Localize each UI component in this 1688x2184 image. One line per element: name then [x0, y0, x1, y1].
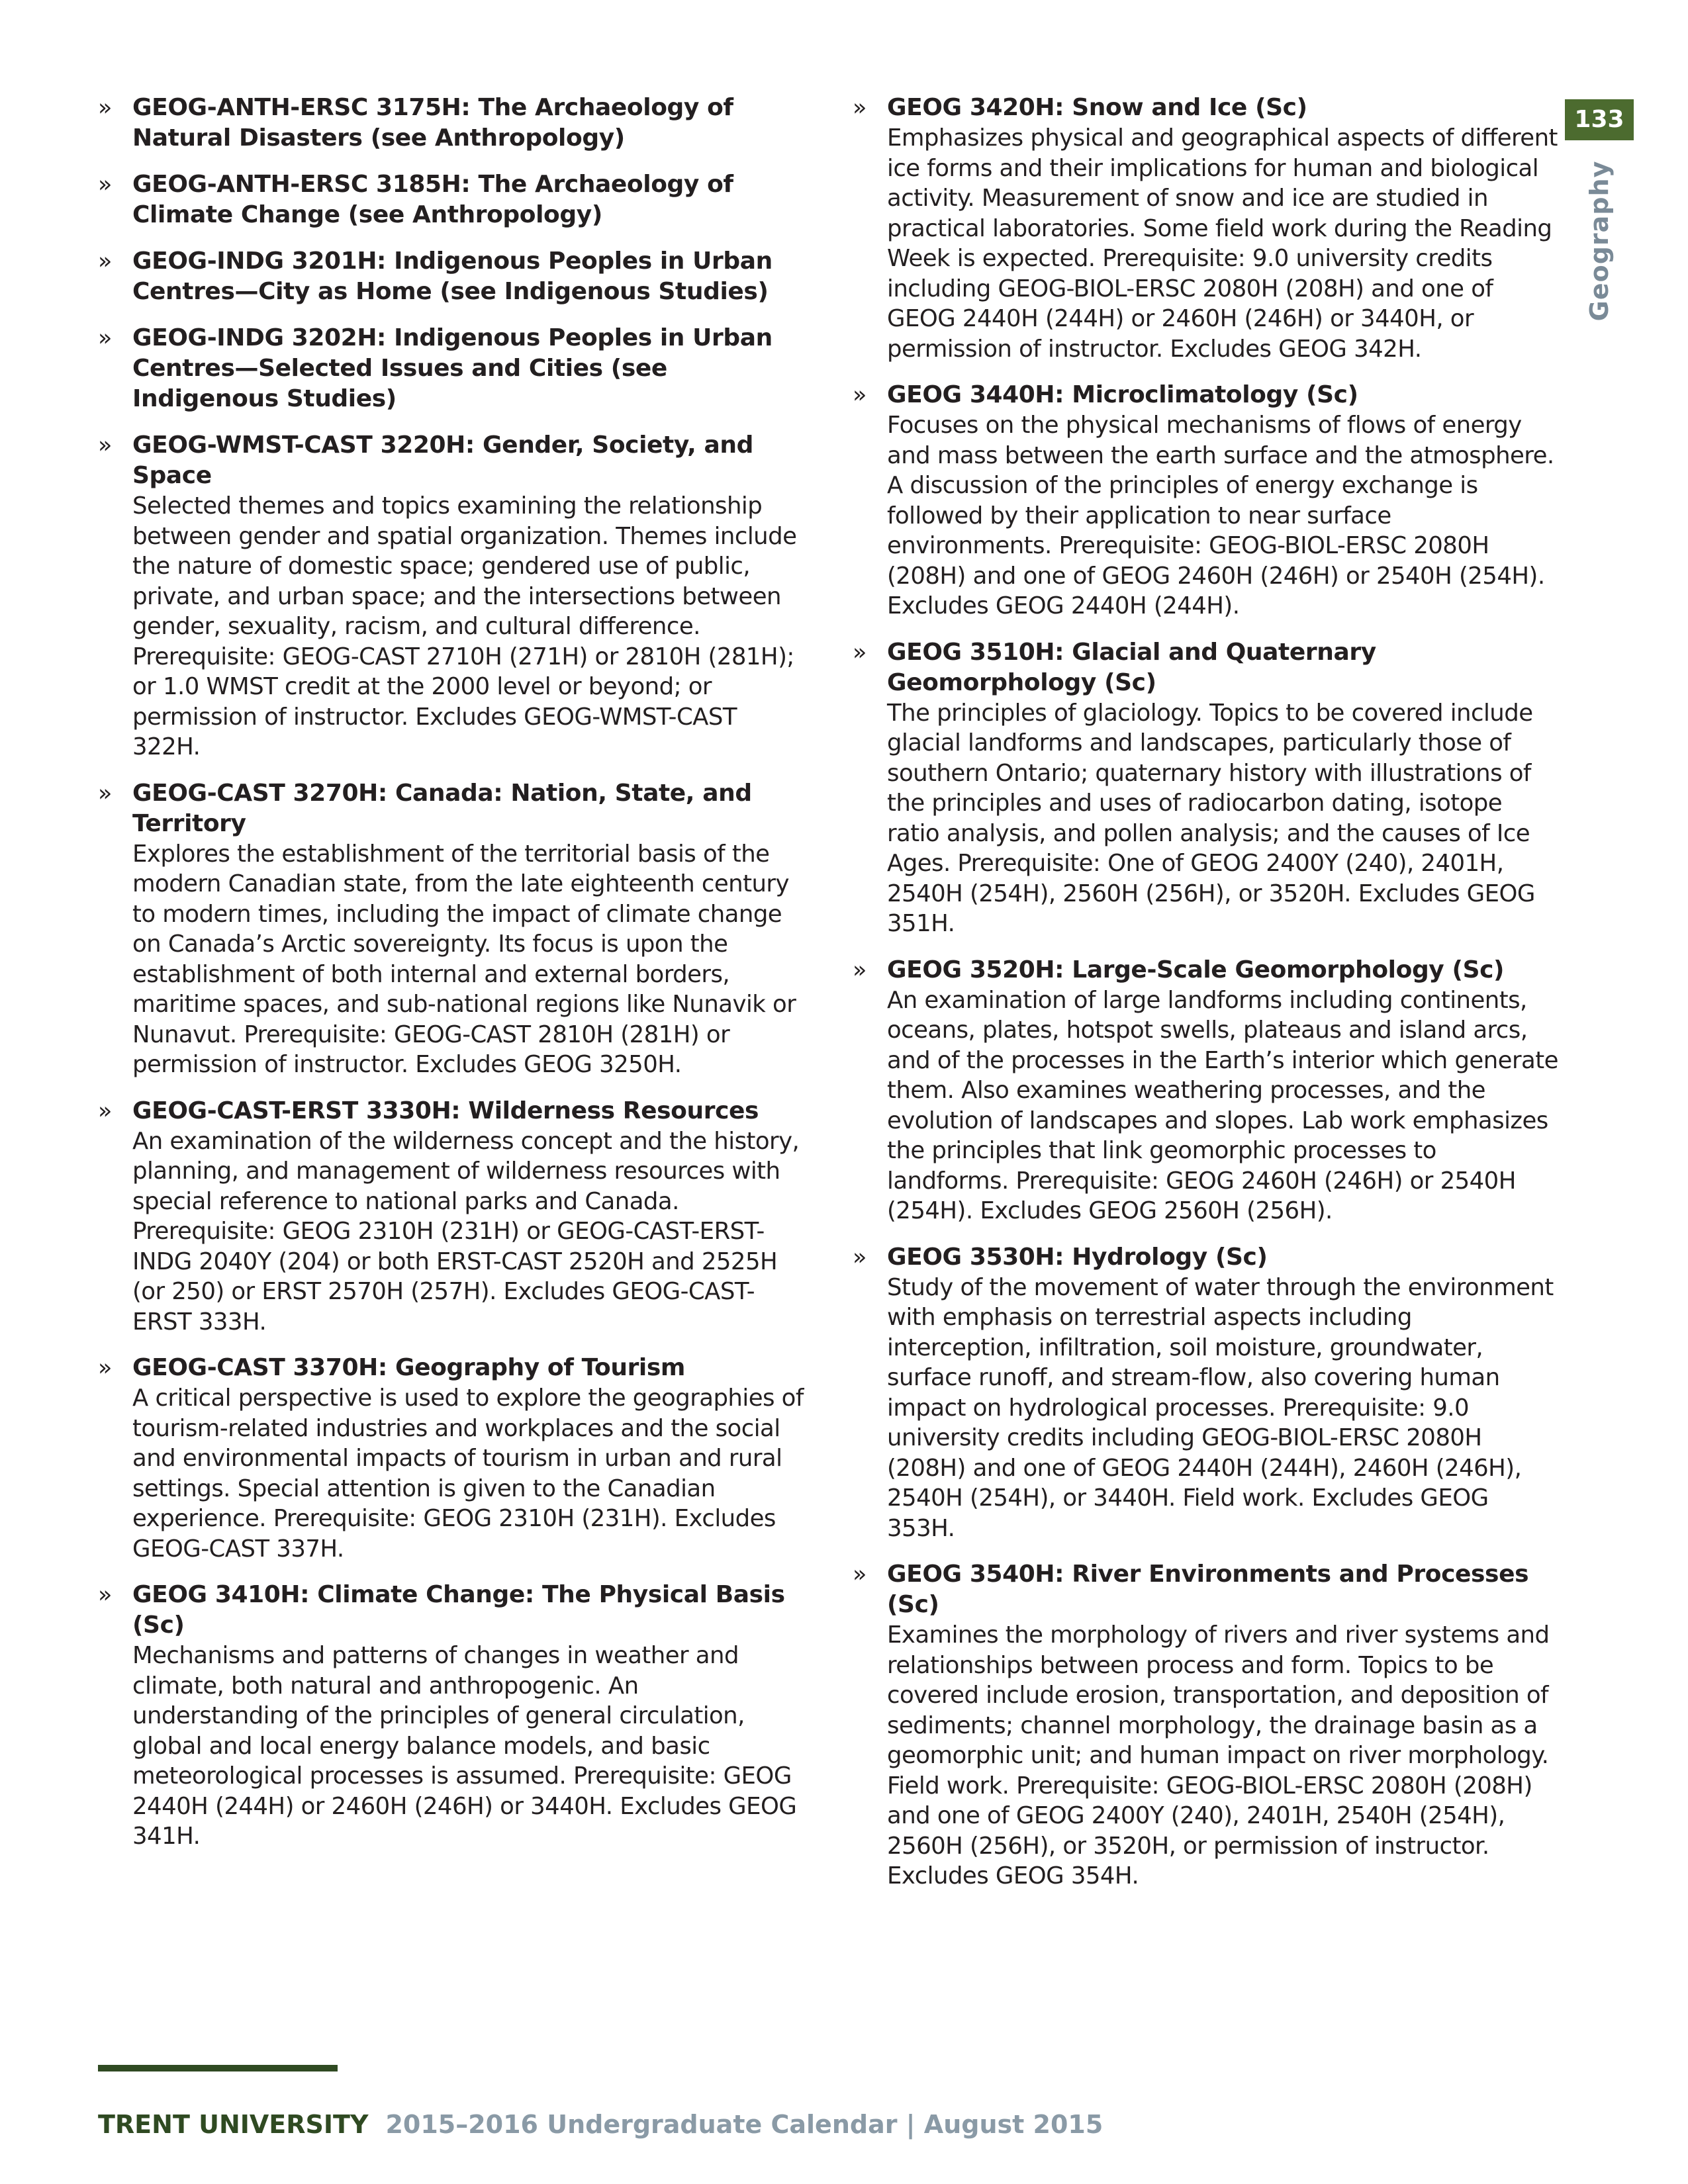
course-entry — [98, 1353, 806, 1564]
course-title: GEOG-CAST 3270H: Canada: Nation, State, and Territory — [132, 779, 752, 837]
course-description: Mechanisms and patterns of changes in weather and climate, both natural and anthropogenic. An understanding of the principles of general circulation, global and local energy balance models, and basic meteorological processes is assumed. Prerequisite: GEOG 2440H (244H) or 2460H (246H) or 3440H. Excludes GEOG 341H. — [132, 1642, 797, 1850]
course-description: Selected themes and topics examining the relationship between gender and spatial organization. Themes include the nature of domestic space; gendered use of public, private, and urban space; and the intersections between gender, sexuality, racism, and cultural difference. Prerequisite: GEOG-CAST 2710H (271H) or 2810H (281H); or 1.0 WMST credit at the 2000 level or beyond; or permission of instructor. Excludes GEOG-WMST-CAST 322H. — [132, 492, 797, 760]
footer-rule — [98, 2065, 338, 2071]
left-column — [98, 93, 806, 1868]
bullet-chevron-icon: » — [853, 95, 867, 121]
page-number-badge: 133 — [1565, 99, 1634, 140]
course-description: Focuses on the physical mechanisms of flows of energy and mass between the earth surface and the atmosphere. A discussion of the principles of energy exchange is followed by their application to near surface environments. Prerequisite: GEOG-BIOL-ERSC 2080H (208H) and one of GEOG 2460H (246H) or 2540H (254H). Excludes GEOG 2440H (244H). — [887, 412, 1554, 619]
bullet-chevron-icon: » — [98, 325, 113, 351]
bullet-chevron-icon: » — [98, 248, 113, 275]
footer-calendar: 2015–2016 Undergraduate Calendar | August 2015 — [385, 2110, 1103, 2139]
right-column — [853, 93, 1561, 1907]
course-entry — [853, 93, 1561, 364]
bullet-chevron-icon: » — [853, 639, 867, 666]
course-entry — [853, 1242, 1561, 1544]
footer-university: TRENT UNIVERSITY — [98, 2110, 369, 2139]
bullet-chevron-icon: » — [853, 1244, 867, 1271]
course-title: GEOG-CAST 3370H: Geography of Tourism — [132, 1354, 685, 1381]
course-description: Explores the establishment of the territorial basis of the modern Canadian state, from the late eighteenth century to modern times, including the impact of climate change on Canada’s Arctic sovereignty. Its focus is upon the establishment of both internal and external borders, maritime spaces, and sub-national regions like Nunavik or Nunavut. Prerequisite: GEOG-CAST 2810H (281H) or permission of instructor. Excludes GEOG 3250H. — [132, 840, 796, 1078]
course-entry — [98, 430, 806, 762]
course-title: GEOG-WMST-CAST 3220H: Gender, Society, and Space — [132, 432, 754, 489]
course-entry — [853, 380, 1561, 621]
bullet-chevron-icon: » — [853, 1561, 867, 1588]
course-title: GEOG 3540H: River Environments and Processes (Sc) — [887, 1561, 1529, 1618]
course-entry — [853, 955, 1561, 1226]
course-title: GEOG-CAST-ERST 3330H: Wilderness Resources — [132, 1097, 759, 1124]
course-title: GEOG-ANTH-ERSC 3185H: The Archaeology of Climate Change (see Anthropology) — [132, 171, 733, 228]
course-entry — [853, 1559, 1561, 1891]
course-entry — [98, 1096, 806, 1338]
course-entry — [853, 637, 1561, 939]
bullet-chevron-icon: » — [98, 432, 113, 459]
course-title: GEOG 3530H: Hydrology (Sc) — [887, 1243, 1268, 1271]
course-description: Emphasizes physical and geographical aspects of different ice forms and their implications for human and biological activity. Measurement of snow and ice are studied in practical laboratories. Some field work during the Reading Week is expected. Prerequisite: 9.0 university credits including GEOG-BIOL-ERSC 2080H (208H) and one of GEOG 2440H (244H) or 2460H (246H) or 3440H, or permission of instructor. Excludes GEOG 342H. — [887, 124, 1558, 363]
course-entry — [98, 93, 806, 154]
course-title: GEOG 3510H: Glacial and Quaternary Geomorphology (Sc) — [887, 638, 1376, 696]
course-entry — [98, 169, 806, 230]
course-title: GEOG 3520H: Large-Scale Geomorphology (Sc) — [887, 956, 1505, 983]
course-description: An examination of large landforms including continents, oceans, plates, hotspot swells, plateaus and island arcs, and of the processes in the Earth’s interior which generate them. Also examines weathering processes, and the evolution of landscapes and slopes. Lab work emphasizes the principles that link geomorphic processes to landforms. Prerequisite: GEOG 2460H (246H) or 2540H (254H). Excludes GEOG 2560H (256H). — [887, 986, 1558, 1224]
course-title: GEOG-INDG 3202H: Indigenous Peoples in Urban Centres—Selected Issues and Cities (see Indigenous Studies) — [132, 324, 773, 412]
course-title: GEOG 3440H: Microclimatology (Sc) — [887, 381, 1358, 408]
footer — [98, 2110, 1103, 2139]
course-description: Examines the morphology of rivers and river systems and relationships between process and form. Topics to be covered include erosion, transportation, and deposition of sediments; channel morphology, the drainage basin as a geomorphic unit; and human impact on river morphology. Field work. Prerequisite: GEOG-BIOL-ERSC 2080H (208H) and one of GEOG 2400Y (240), 2401H, 2540H (254H), 2560H (256H), or 3520H, or permission of instructor. Excludes GEOG 354H. — [887, 1621, 1550, 1889]
course-description: The principles of glaciology. Topics to be covered include glacial landforms and landscapes, particularly those of southern Ontario; quaternary history with illustrations of the principles and uses of radiocarbon dating, isotope ratio analysis, and pollen analysis; and the causes of Ice Ages. Prerequisite: One of GEOG 2400Y (240), 2401H, 2540H (254H), 2560H (256H), or 3520H. Excludes GEOG 351H. — [887, 699, 1535, 937]
course-entry — [98, 246, 806, 307]
bullet-chevron-icon: » — [98, 1097, 113, 1124]
course-description: Study of the movement of water through the environment with emphasis on terrestrial aspects including interception, infiltration, soil moisture, groundwater, surface runoff, and stream-flow, also covering human impact on hydrological processes. Prerequisite: 9.0 university credits including GEOG-BIOL-ERSC 2080H (208H) and one of GEOG 2440H (244H), 2460H (246H), 2540H (254H), or 3440H. Field work. Excludes GEOG 353H. — [887, 1273, 1554, 1542]
section-side-label: Geography — [1585, 160, 1614, 322]
bullet-chevron-icon: » — [98, 1582, 113, 1608]
course-description: An examination of the wilderness concept and the history, planning, and management of wilderness resources with special reference to national parks and Canada. Prerequisite: GEOG 2310H (231H) or GEOG-CAST-ERST-INDG 2040Y (204) or both ERST-CAST 2520H and 2525H (or 250) or ERST 2570H (257H). Excludes GEOG-CAST-ERST 333H. — [132, 1127, 800, 1336]
course-entry — [98, 1580, 806, 1852]
bullet-chevron-icon: » — [98, 95, 113, 121]
bullet-chevron-icon: » — [853, 382, 867, 408]
course-title: GEOG 3420H: Snow and Ice (Sc) — [887, 94, 1307, 121]
course-entry — [98, 778, 806, 1080]
course-description: A critical perspective is used to explore the geographies of tourism-related industries and workplaces and the social and environmental impacts of tourism in urban and rural settings. Special attention is given to the Canadian experience. Prerequisite: GEOG 2310H (231H). Excludes GEOG-CAST 337H. — [132, 1385, 804, 1563]
bullet-chevron-icon: » — [853, 956, 867, 983]
bullet-chevron-icon: » — [98, 171, 113, 198]
course-title: GEOG 3410H: Climate Change: The Physical Basis (Sc) — [132, 1581, 785, 1639]
bullet-chevron-icon: » — [98, 1355, 113, 1381]
course-title: GEOG-INDG 3201H: Indigenous Peoples in Urban Centres—City as Home (see Indigenous Studies) — [132, 248, 773, 305]
bullet-chevron-icon: » — [98, 780, 113, 807]
course-entry — [98, 323, 806, 414]
course-title: GEOG-ANTH-ERSC 3175H: The Archaeology of Natural Disasters (see Anthropology) — [132, 94, 733, 152]
